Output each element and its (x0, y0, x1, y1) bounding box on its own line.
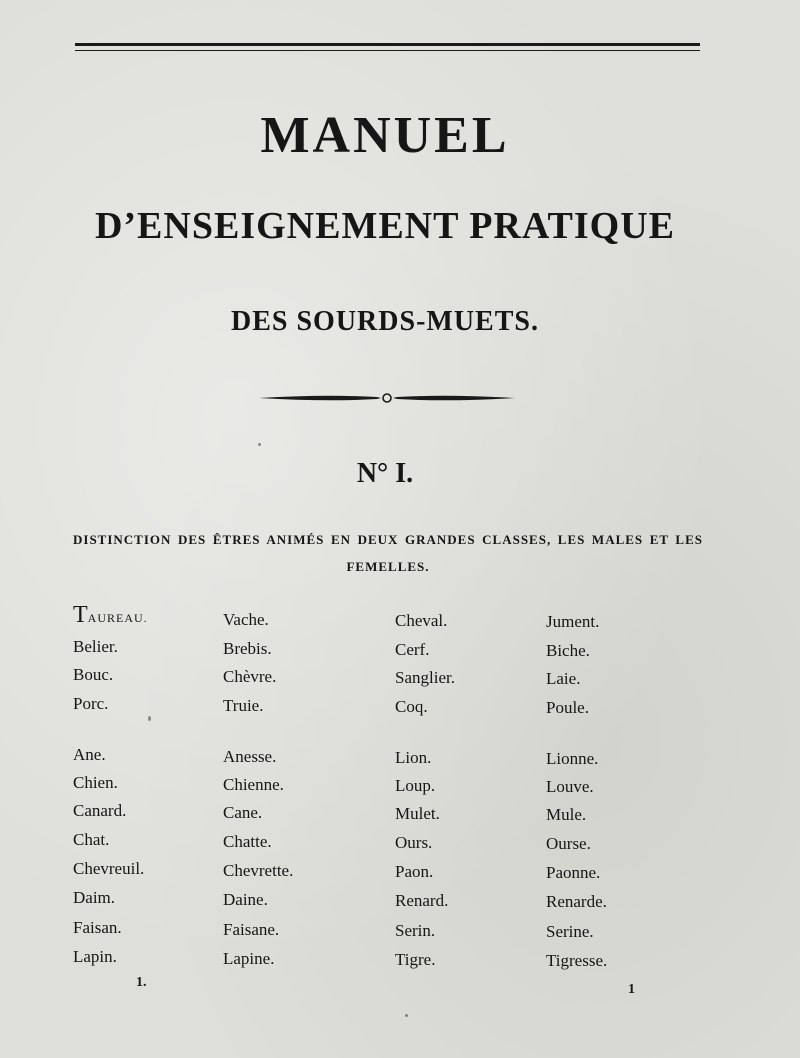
word-entry: Paonne. (546, 863, 601, 882)
ink-speck (405, 1014, 408, 1017)
word-entry: Chat. (73, 830, 110, 849)
word-entry: TAUREAU. (73, 602, 148, 628)
word-entry: Lionne. (546, 749, 599, 768)
word-entry: Ours. (395, 833, 433, 852)
word-entry: Cane. (223, 803, 263, 822)
page-subtitle-2: DES SOURDS-MUETS. (231, 306, 539, 337)
word-entry: Tigre. (395, 950, 436, 969)
word-entry: Serine. (546, 922, 594, 941)
word-entry: Cheval. (395, 611, 448, 630)
ink-speck (148, 716, 151, 721)
folio-right: 1 (628, 982, 635, 997)
top-double-rule (75, 43, 700, 51)
section-number: N° I. (356, 458, 414, 489)
word-entry: Ourse. (546, 834, 591, 853)
word-entry: Serin. (395, 921, 436, 940)
bleed-through (630, 270, 634, 288)
word-entry: Ane. (73, 745, 106, 764)
section-heading: DISTINCTION DES ÊTRES ANIMÉS EN DEUX GRANDES CLASSES, LES MALES ET LES FEMELLES. (73, 532, 703, 574)
folio-left: 1. (136, 975, 147, 990)
word-entry: Sanglier. (395, 668, 455, 687)
ink-speck (258, 443, 261, 446)
word-entry: Faisane. (223, 920, 280, 939)
word-entry: Paon. (395, 862, 434, 881)
word-entry: Tigresse. (546, 951, 608, 970)
word-entry: Biche. (546, 641, 590, 660)
word-entry: Chevrette. (223, 861, 294, 880)
word-entry: Brebis. (223, 639, 272, 658)
word-entry: Louve. (546, 777, 594, 796)
word-entry: Vache. (223, 610, 269, 629)
word-entry: Laie. (546, 669, 581, 688)
word-entry: Anesse. (223, 747, 277, 766)
word-entry: Porc. (73, 694, 109, 713)
word-entry: Renard. (395, 891, 449, 910)
word-entry: Chèvre. (223, 667, 277, 686)
word-entry: Loup. (395, 776, 436, 795)
word-entry: Chien. (73, 773, 118, 792)
word-entry: Mule. (546, 805, 587, 824)
word-entry: Cerf. (395, 640, 430, 659)
word-entry: Poule. (546, 698, 589, 717)
word-entry: Chienne. (223, 775, 284, 794)
word-entry: Daim. (73, 888, 116, 907)
word-entry: Coq. (395, 697, 428, 716)
word-entry: Daine. (223, 890, 268, 909)
page-title: MANUEL (260, 107, 510, 164)
word-entry: Lapin. (73, 947, 117, 966)
word-entry: Faisan. (73, 918, 122, 937)
page-subtitle: D’ENSEIGNEMENT PRATIQUE (94, 205, 676, 247)
word-entry: Truie. (223, 696, 264, 715)
word-entry: Lion. (395, 748, 432, 767)
word-entry: Chevreuil. (73, 859, 145, 878)
word-entry: Chatte. (223, 832, 272, 851)
word-entry: Lapine. (223, 949, 275, 968)
word-entry: Canard. (73, 801, 127, 820)
ornament-rule-icon (257, 390, 517, 406)
word-entry: Belier. (73, 637, 118, 656)
word-entry: Jument. (546, 612, 600, 631)
word-entry: Renarde. (546, 892, 607, 911)
word-entry: Bouc. (73, 665, 114, 684)
word-entry: Mulet. (395, 804, 440, 823)
